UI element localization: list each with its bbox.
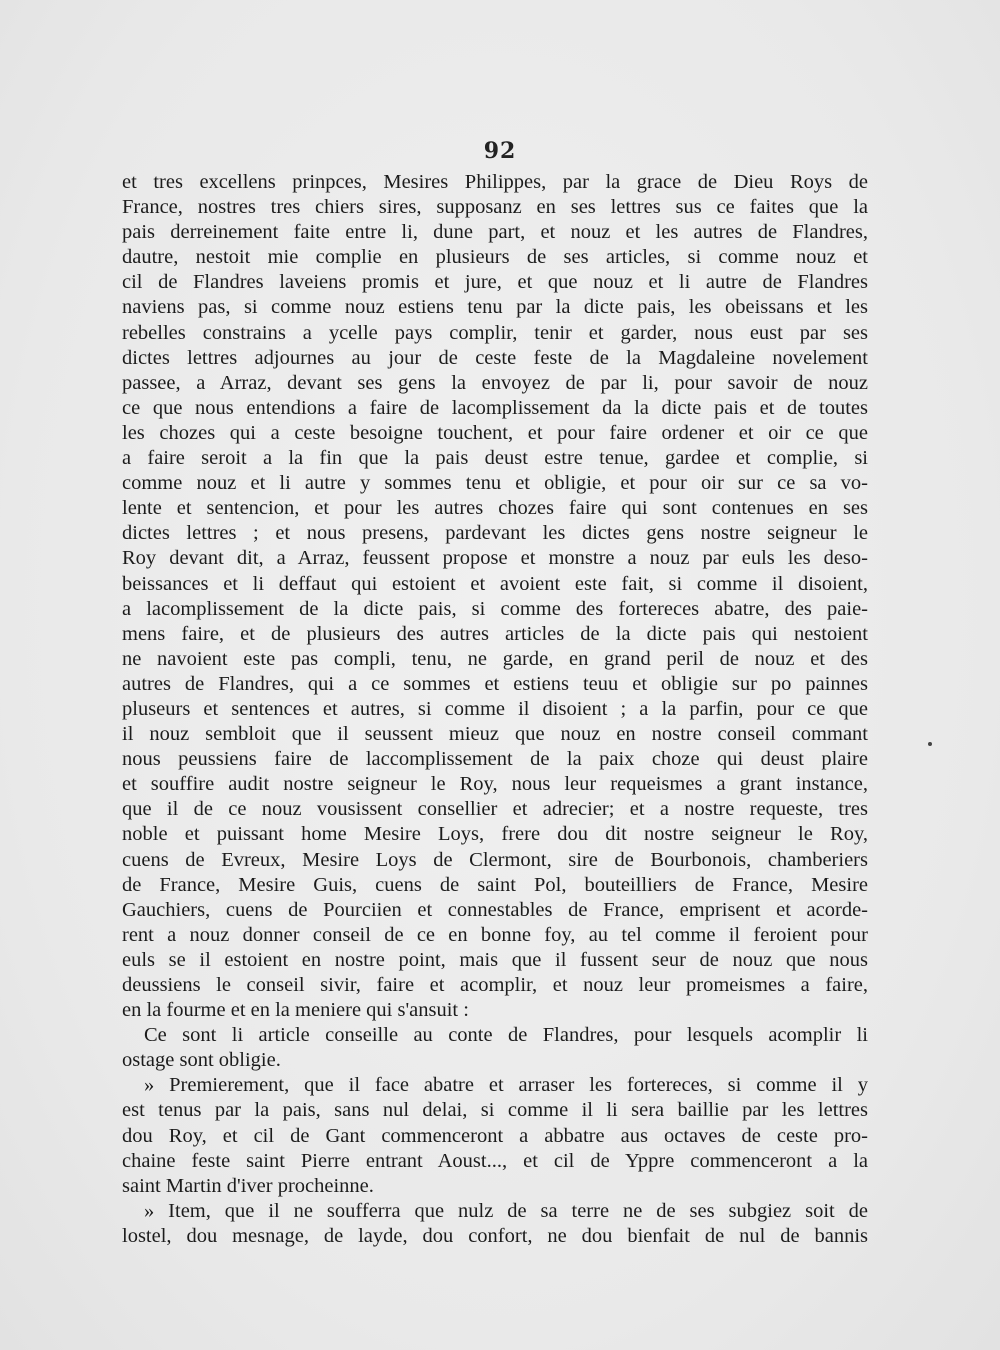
body-text: [122, 170, 868, 1249]
text-line: ostage sont obligie.: [122, 1049, 281, 1072]
text-line: comme nouz et li autre y sommes tenu et obligie, et pour oir sur ce sa vo-: [122, 472, 868, 495]
text-line: rent a nouz donner conseil de ce en bonne foy, au tel comme il feroient pour: [122, 923, 868, 946]
text-line: » Premierement, que il face abatre et arraser les fortereces, si comme il y: [144, 1074, 868, 1097]
text-line: a lacomplissement de la dicte pais, si comme des fortereces abatre, des paie-: [122, 597, 868, 620]
text-line: est tenus par la pais, sans nul delai, si comme il li sera baillie par les lettres: [122, 1099, 868, 1122]
text-line: noble et puissant home Mesire Loys, frere dou dit nostre seigneur le Roy,: [122, 823, 868, 846]
text-line: autres de Flandres, qui a ce sommes et estiens teuu et obligie sur po painnes: [122, 672, 868, 695]
text-line: nous peussiens faire de laccomplissement de la paix choze qui deust plaire: [122, 748, 868, 771]
text-line: dictes lettres adjournes au jour de ceste feste de la Magdaleine novelement: [122, 346, 868, 369]
text-line: de France, Mesire Guis, cuens de saint Pol, bouteilliers de France, Mesire: [122, 873, 868, 896]
text-line: lente et sentencion, et pour les autres chozes faire qui sont contenues en ses: [122, 497, 868, 520]
text-line: ne navoient este pas compli, tenu, ne garde, en grand peril de nouz et des: [122, 647, 868, 670]
text-line: Ce sont li article conseille au conte de Flandres, pour lesquels acomplir li: [144, 1024, 868, 1047]
text-line: Roy devant dit, a Arraz, feussent propose et monstre a nouz par euls les deso-: [122, 547, 868, 570]
page-number: 92: [483, 138, 517, 164]
ink-speck: [928, 742, 932, 746]
text-line: » Item, que il ne soufferra que nulz de sa terre ne de ses subgiez soit de: [144, 1199, 868, 1222]
text-line: euls se il estoient en nostre point, mais que il fussent seur de nouz que nous: [122, 948, 868, 971]
text-line: naviens pas, si comme nouz estiens tenu par la dicte pais, les obeissans et les: [122, 296, 868, 319]
text-line: saint Martin d'iver procheinne.: [122, 1174, 374, 1197]
text-line: dou Roy, et cil de Gant commenceront a abbatre aus octaves de ceste pro-: [122, 1124, 868, 1147]
text-line: lostel, dou mesnage, de layde, dou confort, ne dou bienfait de nul de bannis: [122, 1224, 868, 1247]
text-line: en la fourme et en la meniere qui s'ansuit :: [122, 999, 469, 1022]
text-line: chaine feste saint Pierre entrant Aoust..., et cil de Yppre commenceront a la: [122, 1149, 868, 1172]
text-line: beissances et li deffaut qui estoient et avoient este fait, si comme il disoient,: [122, 572, 868, 595]
text-line: que il de ce nouz vousissent consellier et adrecier; et a nostre requeste, tres: [122, 798, 868, 821]
text-line: les chozes qui a ceste besoigne touchent, et pour faire ordener et oir ce que: [122, 421, 868, 444]
text-line: Gauchiers, cuens de Pourciien et connestables de France, emprisent et acorde-: [122, 898, 868, 921]
text-line: cuens de Evreux, Mesire Loys de Clermont, sire de Bourbonois, chamberiers: [122, 848, 868, 871]
text-line: dictes lettres ; et nous presens, pardevant les dictes gens nostre seigneur le: [122, 522, 868, 545]
text-line: et tres excellens prinpces, Mesires Philippes, par la grace de Dieu Roys de: [122, 171, 868, 193]
text-line: pais derreinement faite entre li, dune part, et nouz et les autres de Flandres,: [122, 221, 868, 244]
text-line: mens faire, et de plusieurs des autres articles de la dicte pais qui nestoient: [122, 622, 868, 645]
text-line: deussiens le conseil sivir, faire et acomplir, et nouz leur promeismes a faire,: [122, 974, 868, 996]
text-line: cil de Flandres laveiens promis et jure, et que nouz et li autre de Flandres: [122, 271, 868, 294]
text-line: il nouz sembloit que il seussent mieuz que nouz en nostre conseil commant: [122, 723, 868, 746]
text-line: a faire seroit a la fin que la pais deust estre tenue, gardee et complie, si: [122, 447, 868, 470]
text-line: passee, a Arraz, devant ses gens la envoyez de par li, pour savoir de nouz: [122, 371, 868, 394]
text-line: rebelles constrains a ycelle pays complir, tenir et garder, nous eust par ses: [122, 321, 868, 344]
text-line: ce que nous entendions a faire de lacomplissement da la dicte pais et de toutes: [122, 396, 868, 419]
text-line: France, nostres tres chiers sires, supposanz en ses lettres sus ce faites que la: [122, 196, 868, 219]
text-line: et souffire audit nostre seigneur le Roy, nous leur requeismes a grant instance,: [122, 773, 868, 796]
text-line: dautre, nestoit mie complie en plusieurs de ses articles, si comme nouz et: [122, 246, 868, 269]
text-line: pluseurs et sentences et autres, si comme il disoient ; a la parfin, pour ce que: [122, 697, 868, 720]
